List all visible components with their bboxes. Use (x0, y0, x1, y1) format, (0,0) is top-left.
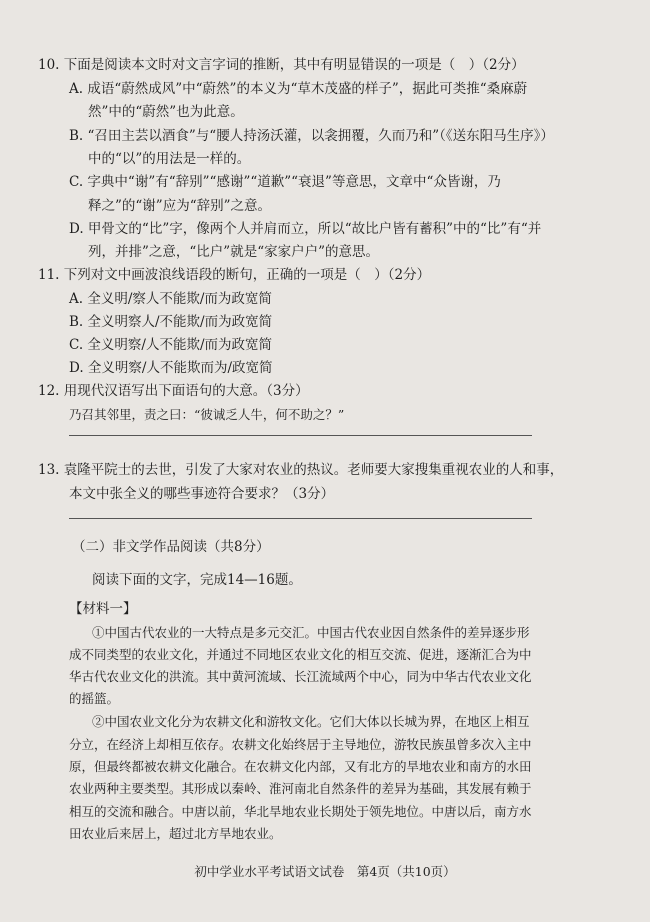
section2-instruction: 阅读下面的文字，完成14—16题。 (92, 572, 302, 588)
q10-option-b-line2: 中的“以”的用法是一样的。 (88, 151, 251, 167)
q11-option-c: C. 全义明察/人不能欺/而为政宽简 (69, 337, 273, 353)
material1-p2-line: ②中国农业文化分为农耕文化和游牧文化。它们大体以长城为界，在地区上相互 (92, 714, 530, 729)
material1-p1-line: 成不同类型的农业文化，并通过不同地区农业文化的相互交流、促进，逐渐汇合为中 (69, 647, 532, 662)
material1-label: 【材料一】 (69, 601, 137, 617)
q13-stem-line1: 13. 袁隆平院士的去世，引发了大家对农业的热议。老师要大家搜集重视农业的人和事， (38, 462, 564, 478)
q13-stem-line2: 本文中张全义的哪些事迹符合要求？（3分） (69, 486, 335, 502)
material1-p2-line: 分立，在经济上却相互依存。农耕文化始终居于主导地位，游牧民族虽曾多次入主中 (69, 737, 532, 752)
q10-option-c-line2: 释之”的“谢”应为“辞别”之意。 (88, 198, 272, 214)
q11-option-d: D. 全义明察/人不能欺而为/政宽简 (69, 360, 273, 376)
q11-option-a: A. 全义明/察人不能欺/而为政宽简 (69, 291, 272, 307)
q10-option-d-line2: 列，并排”之意，“比户”就是“家家户户”的意思。 (88, 244, 380, 260)
material1-p1-line: ①中国古代农业的一大特点是多元交汇。中国古代农业因自然条件的差异逐步形 (92, 625, 530, 640)
material1-p1-line: 的摇篮。 (69, 691, 120, 706)
section2-title: （二）非文学作品阅读（共8分） (72, 539, 270, 555)
q10-option-a-line1: A. 成语“蔚然成风”中“蔚然”的本义为“草木茂盛的样子”，据此可类推“桑麻蔚 (69, 81, 528, 97)
material1-p1-line: 华古代农业文化的洪流。其中黄河流域、长江流域两个中心，同为中华古代农业文化 (69, 669, 532, 684)
q12-answer-line[interactable] (69, 435, 532, 436)
material1-p2-line: 农业两种主要类型。其形成以秦岭、淮河南北自然条件的差异为基础，其发展有赖于 (69, 781, 532, 796)
q11-stem: 11. 下列对文中画波浪线语段的断句，正确的一项是（ ）（2分） (38, 267, 431, 283)
material1-p2-line: 原，但最终都被农耕文化融合。在农耕文化内部，又有北方的旱地农业和南方的水田 (69, 759, 532, 774)
q10-option-b-line1: B. “召田主芸以酒食”与“腰人持汤沃灌，以衾拥覆，久而乃和”（《送东阳马生序》） (69, 128, 554, 144)
q10-option-c-line1: C. 字典中“谢”有“辞别”“感谢”“道歉”“衰退”等意思，文章中“众皆谢，乃 (69, 174, 501, 190)
q10-option-d-line1: D. 甲骨文的“比”字，像两个人并肩而立，所以“故比户皆有蓄积”中的“比”有“并 (69, 221, 542, 237)
q10-stem: 10. 下面是阅读本文时对文言字词的推断，其中有明显错误的一项是（ ）（2分） (38, 57, 525, 73)
q10-option-a-line2: 然”中的“蔚然”也为此意。 (88, 104, 244, 120)
page-footer: 初中学业水平考试语文试卷 第4页（共10页） (194, 864, 456, 879)
material1-p2-line: 相互的交流和融合。中唐以前，华北旱地农业长期处于领先地位。中唐以后，南方水 (69, 804, 532, 819)
q13-answer-line[interactable] (69, 518, 532, 519)
q11-option-b: B. 全义明察人/不能欺/而为政宽简 (69, 314, 273, 330)
material1-p2-line: 田农业后来居上，超过北方旱地农业。 (69, 826, 282, 841)
q12-sentence: 乃召其邻里，责之曰：“彼诚乏人牛，何不助之？” (69, 407, 345, 422)
q12-stem: 12. 用现代汉语写出下面语句的大意。（3分） (38, 383, 309, 399)
